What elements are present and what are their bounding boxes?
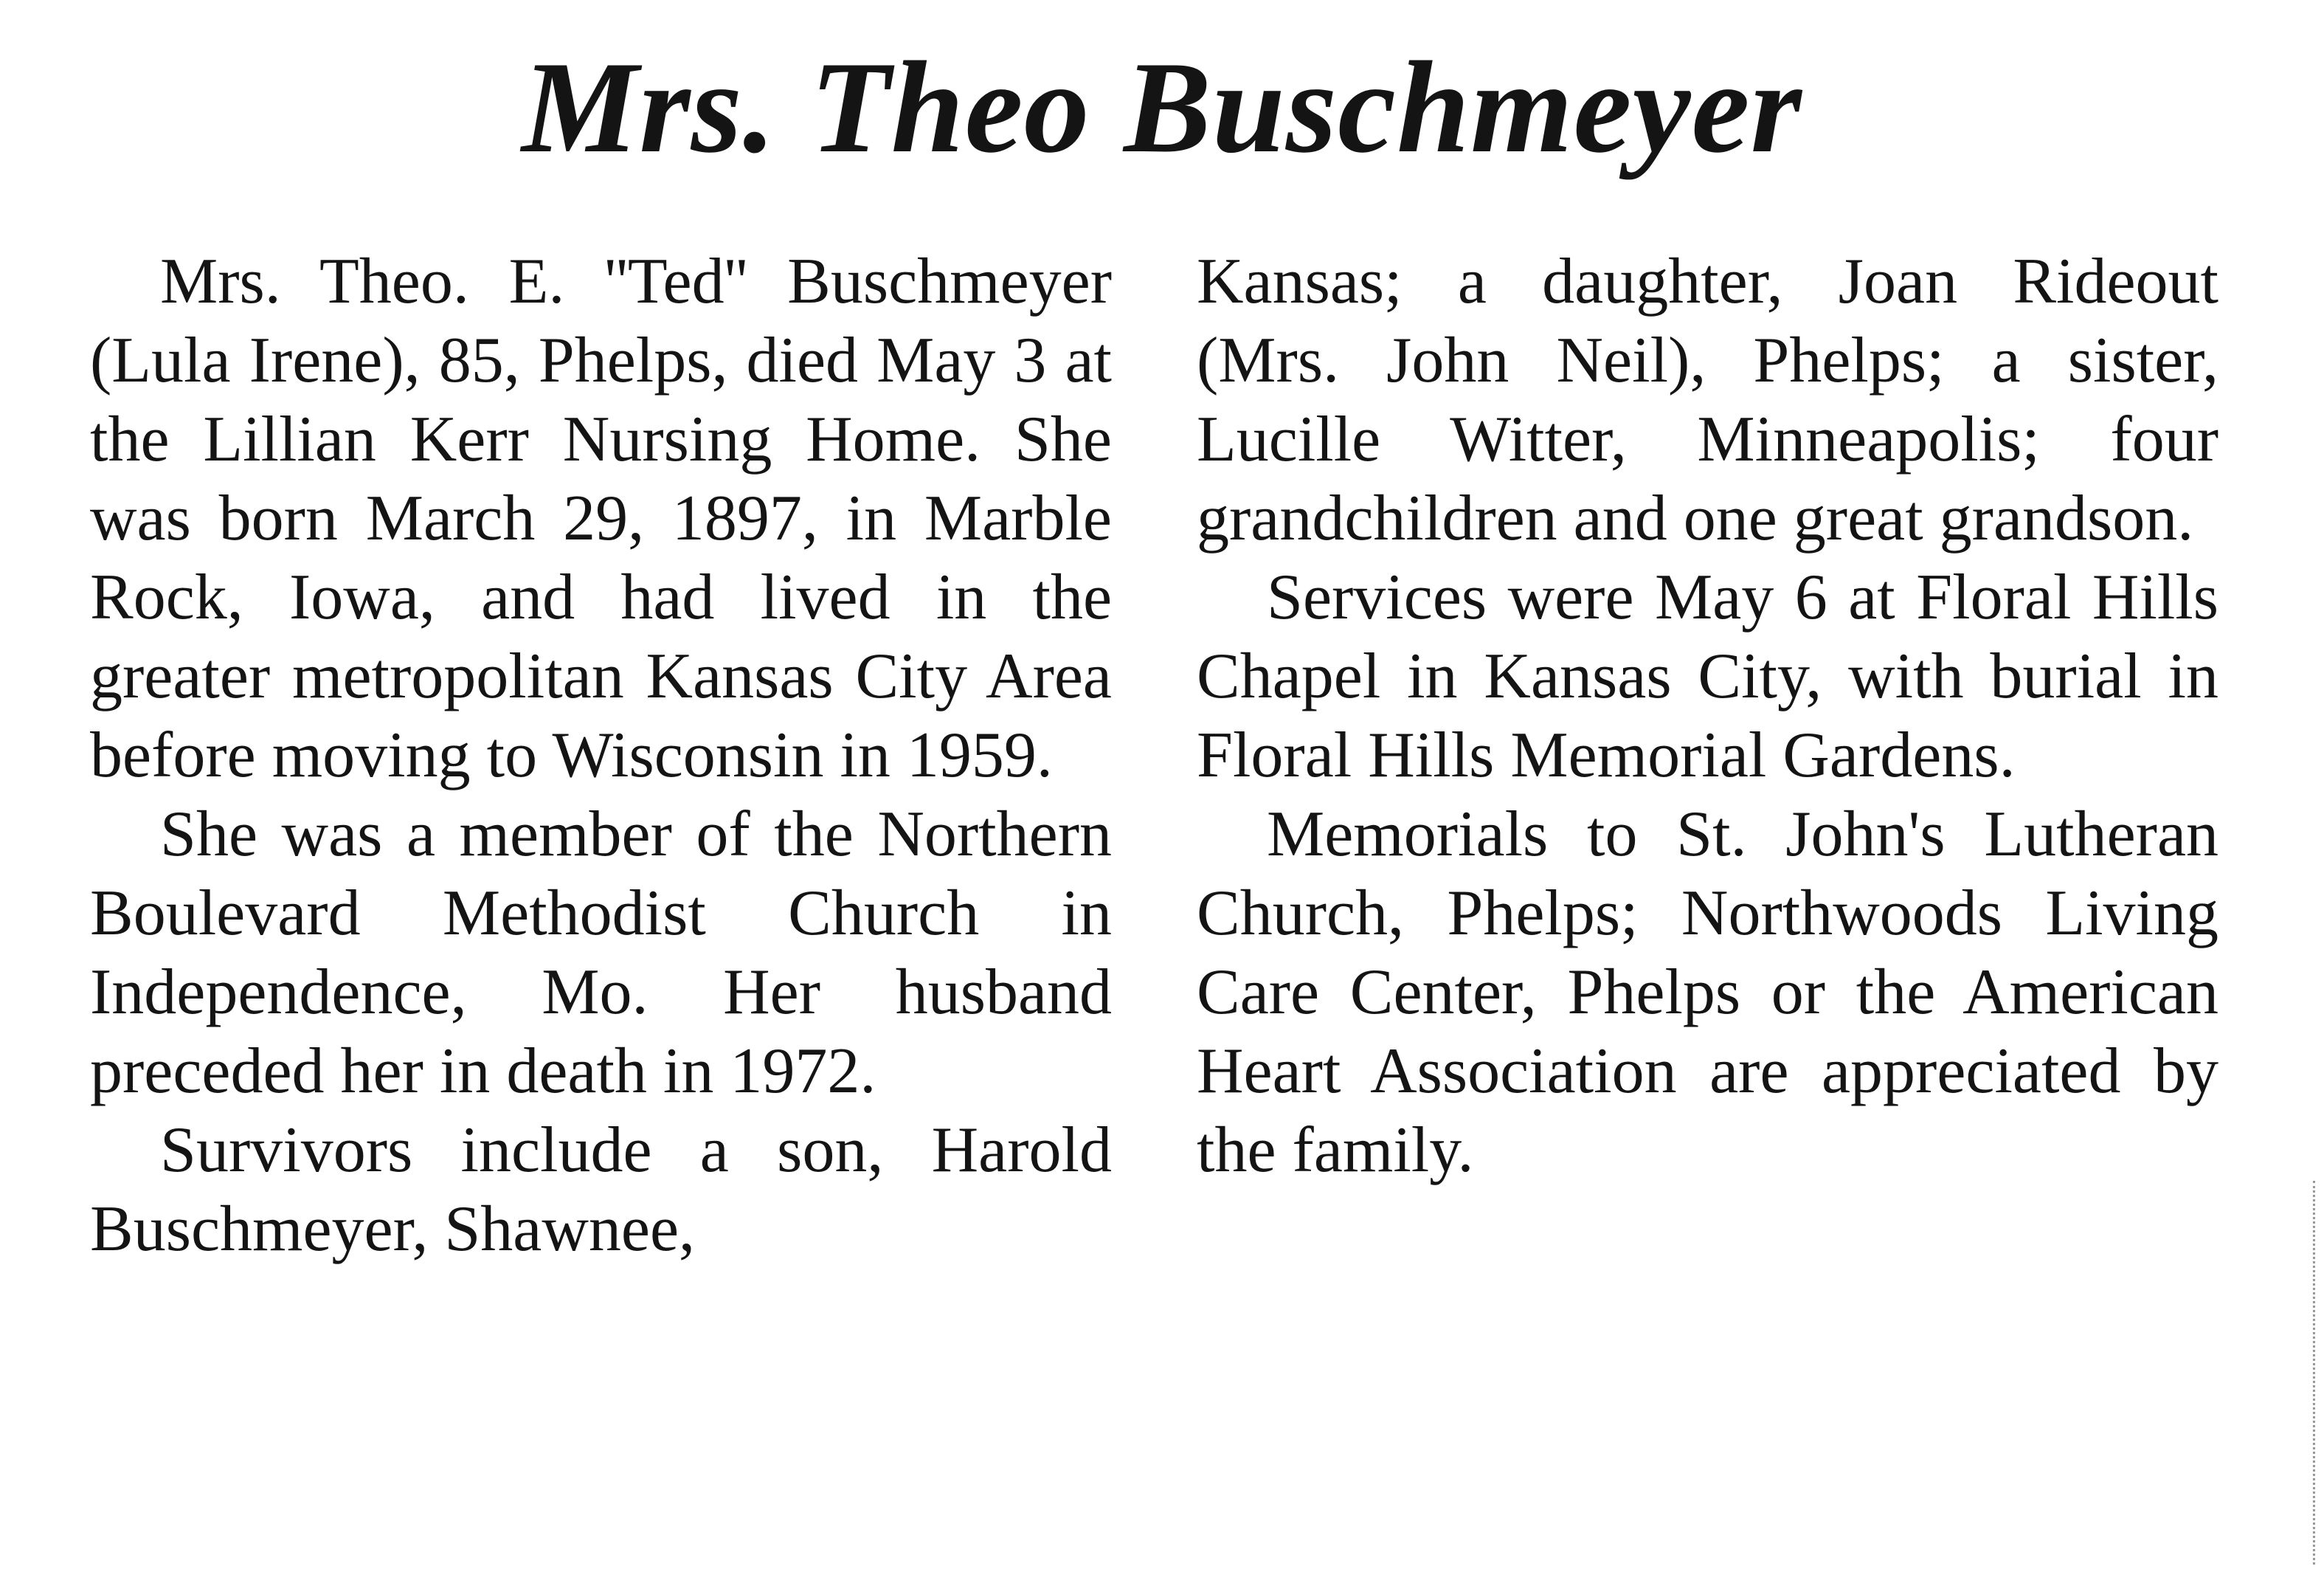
paragraph-biography: Mrs. Theo. E. ''Ted'' Buschmeyer (Lula Irene), 85, Phelps, died May 3 at the Lillian Kerr Nursing Home. She was born March 29, 1897, in Marble Rock, Iowa, and had lived in the greater metropolitan Kansas City Area before moving to Wisconsin in 1959. bbox=[90, 246, 1112, 791]
paragraph-memorials: Memorials to St. John's Lutheran Church, Phelps; Northwoods Living Care Center, Phelps or the American Heart Association are appreciated by the family. bbox=[1197, 799, 2218, 1186]
left-column bbox=[90, 242, 1112, 1269]
paragraph-church-membership: She was a member of the Northern Boulevard Methodist Church in Independence, Mo. Her husband preceded her in death in 1972. bbox=[90, 799, 1112, 1107]
clipping-edge-mark bbox=[2313, 1181, 2318, 1565]
headline: Mrs. Theo Buschmeyer bbox=[522, 34, 1802, 180]
right-column bbox=[1197, 242, 2218, 1190]
paragraph-survivors-continued: Kansas; a daughter, Joan Rideout (Mrs. John Neil), Phelps; a sister, Lucille Witter, Minneapolis; four grandchildren and one great grandson. bbox=[1197, 246, 2218, 554]
paragraph-services: Services were May 6 at Floral Hills Chapel in Kansas City, with burial in Floral Hills Memorial Gardens. bbox=[1197, 562, 2218, 791]
paragraph-survivors: Survivors include a son, Harold Buschmeyer, Shawnee, bbox=[90, 1114, 1112, 1265]
